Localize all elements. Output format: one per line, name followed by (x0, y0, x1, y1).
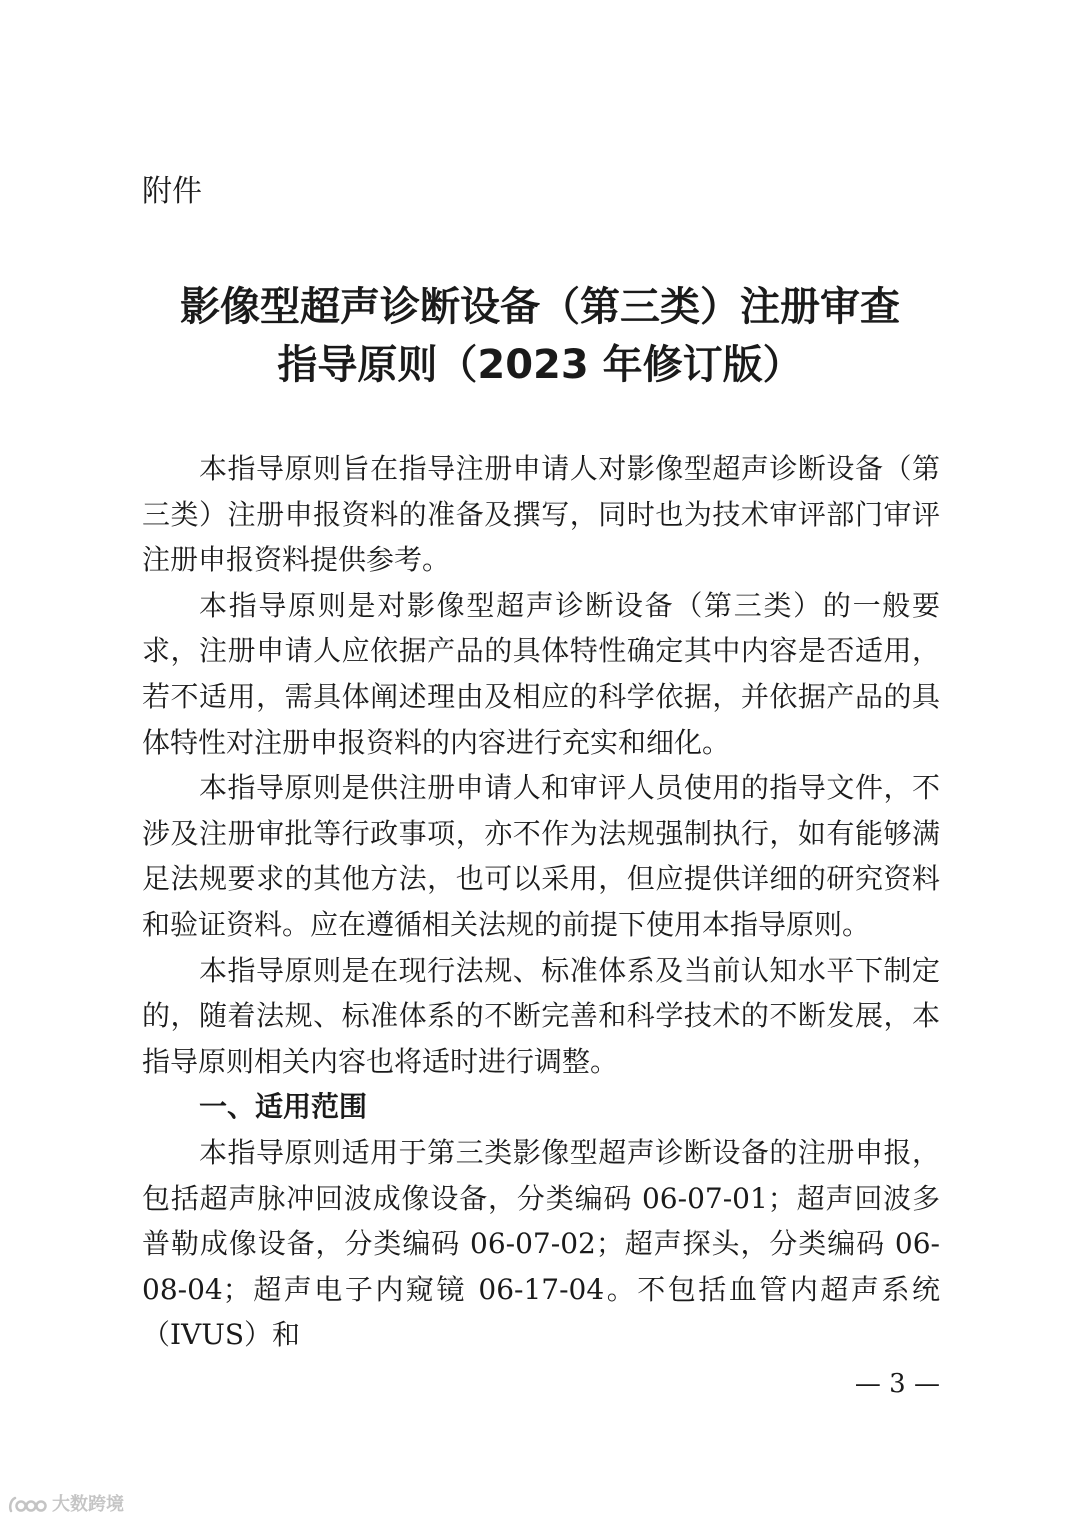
body-paragraph-1: 本指导原则旨在指导注册申请人对影像型超声诊断设备（第三类）注册申报资料的准备及撰写，同时也为技术审评部门审评注册申报资料提供参考。 (142, 452, 940, 577)
body-paragraph-3: 本指导原则是供注册申请人和审评人员使用的指导文件，不涉及注册审批等行政事项，亦不作为法规强制执行，如有能够满足法规要求的其他方法，也可以采用，但应提供详细的研究资料和验证资料。应在遵循相关法规的前提下使用本指导原则。 (142, 771, 940, 941)
watermark-logo-icon (8, 1494, 48, 1516)
section-paragraph-scope: 本指导原则适用于第三类影像型超声诊断设备的注册申报，包括超声脉冲回波成像设备，分类编码 06-07-01；超声回波多普勒成像设备，分类编码 06-07-02；超声探头，分类编码 06-08-04；超声电子内窥镜 06-17-04。不包括血管内超声系统（IVUS）和 (142, 1135, 940, 1352)
section-heading-scope: 一、适用范围 (199, 1090, 368, 1124)
document-body (142, 446, 940, 1358)
body-paragraph-2: 本指导原则是对影像型超声诊断设备（第三类）的一般要求，注册申请人应依据产品的具体特性确定其中内容是否适用，若不适用，需具体阐述理由及相应的科学依据，并依据产品的具体特性对注册申报资料的内容进行充实和细化。 (142, 588, 940, 759)
watermark (8, 1492, 124, 1518)
document-title-line-2: 指导原则（2023 年修订版） (277, 342, 803, 388)
body-paragraph-4: 本指导原则是在现行法规、标准体系及当前认知水平下制定的，随着法规、标准体系的不断完善和科学技术的不断发展，本指导原则相关内容也将适时进行调整。 (142, 953, 940, 1078)
document-title-line-1: 影像型超声诊断设备（第三类）注册审查 (180, 284, 900, 330)
attachment-label: 附件 (142, 174, 202, 209)
page-number: — 3 — (854, 1369, 940, 1399)
watermark-text: 大数跨境 (52, 1494, 124, 1515)
